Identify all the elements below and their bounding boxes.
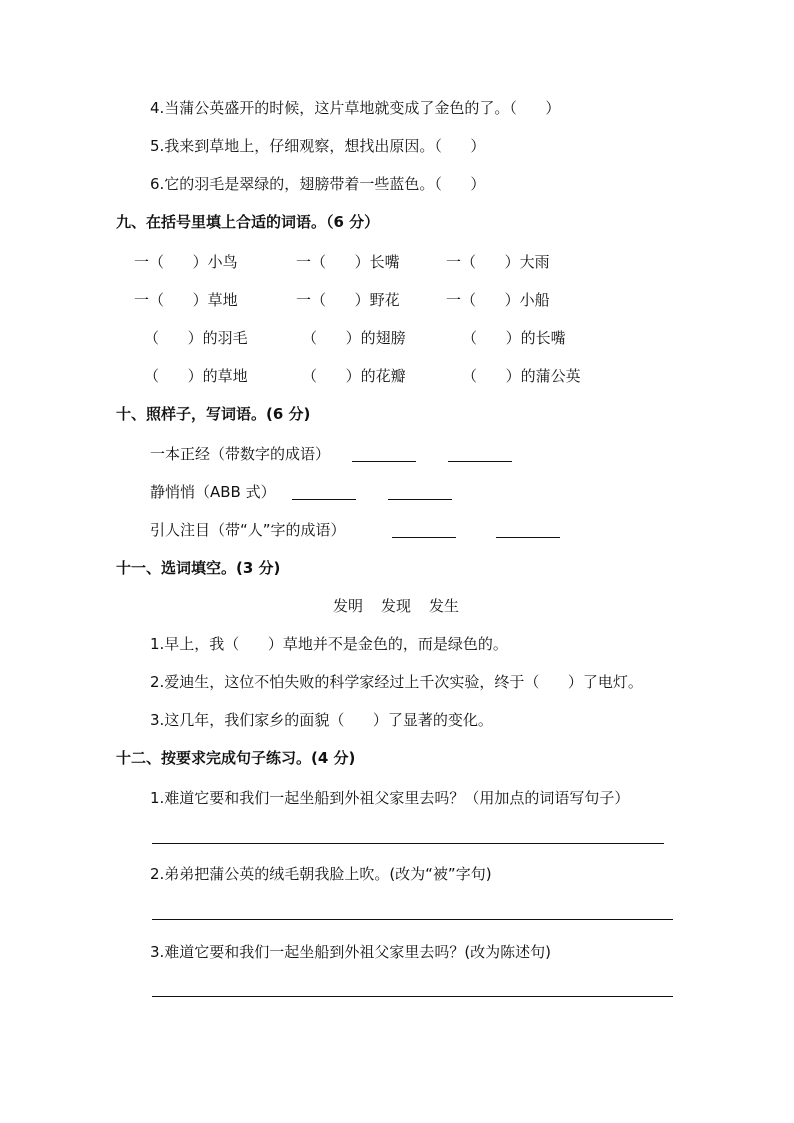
word-bank-1: 发明 <box>333 597 364 615</box>
answer-blank[interactable] <box>292 499 356 500</box>
judge-item-5: 5.我来到草地上，仔细观察，想找出原因。（ ） <box>150 137 486 155</box>
fill-sentence-3: 3.这几年，我们家乡的面貌（ ）了显著的变化。 <box>150 711 493 729</box>
word-bank-3: 发生 <box>429 597 460 615</box>
sentence-task-1: 1.难道它要和我们一起坐船到外祖父家里去吗？（用加点的词语写句子） <box>150 789 630 807</box>
section-9-title: 九、在括号里填上合适的词语。（6 分） <box>116 213 380 231</box>
fill-cell: （ ）的翅膀 <box>302 329 406 347</box>
judge-item-6: 6.它的羽毛是翠绿的，翅膀带着一些蓝色。（ ） <box>150 175 486 193</box>
answer-blank[interactable] <box>388 499 452 500</box>
fill-cell: 一（ ）小鸟 <box>134 253 238 271</box>
answer-blank[interactable] <box>392 537 456 538</box>
fill-cell: （ ）的花瓣 <box>302 367 406 385</box>
fill-cell: （ ）的草地 <box>144 367 248 385</box>
sentence-task-3: 3.难道它要和我们一起坐船到外祖父家里去吗？(改为陈述句) <box>150 943 552 961</box>
section-11-title: 十一、选词填空。(3 分) <box>116 559 281 577</box>
answer-blank[interactable] <box>352 461 416 462</box>
example-item-1: 一本正经（带数字的成语） <box>150 445 331 463</box>
answer-blank[interactable] <box>448 461 512 462</box>
fill-cell: （ ）的羽毛 <box>144 329 248 347</box>
fill-cell: 一（ ）小船 <box>446 291 550 309</box>
answer-line[interactable] <box>152 843 664 844</box>
fill-sentence-2: 2.爱迪生，这位不怕失败的科学家经过上千次实验，终于（ ）了电灯。 <box>150 673 643 691</box>
fill-cell: （ ）的长嘴 <box>462 329 566 347</box>
answer-blank[interactable] <box>496 537 560 538</box>
section-12-title: 十二、按要求完成句子练习。(4 分) <box>116 749 356 767</box>
fill-cell: 一（ ）草地 <box>134 291 238 309</box>
word-bank-2: 发现 <box>381 597 412 615</box>
fill-cell: 一（ ）野花 <box>296 291 400 309</box>
fill-cell: （ ）的蒲公英 <box>462 367 581 385</box>
judge-item-4: 4.当蒲公英盛开的时候，这片草地就变成了金色的了。（ ） <box>150 99 561 117</box>
fill-cell: 一（ ）长嘴 <box>296 253 400 271</box>
fill-cell: 一（ ）大雨 <box>446 253 550 271</box>
answer-line[interactable] <box>152 996 673 997</box>
sentence-task-2: 2.弟弟把蒲公英的绒毛朝我脸上吹。(改为“被”字句) <box>150 865 492 883</box>
example-item-2: 静悄悄（ABB 式） <box>150 483 276 501</box>
example-item-3: 引人注目（带“人”字的成语） <box>150 521 346 539</box>
fill-sentence-1: 1.早上，我（ ）草地并不是金色的，而是绿色的。 <box>150 635 508 653</box>
answer-line[interactable] <box>152 919 673 920</box>
section-10-title: 十、照样子，写词语。(6 分) <box>116 405 311 423</box>
